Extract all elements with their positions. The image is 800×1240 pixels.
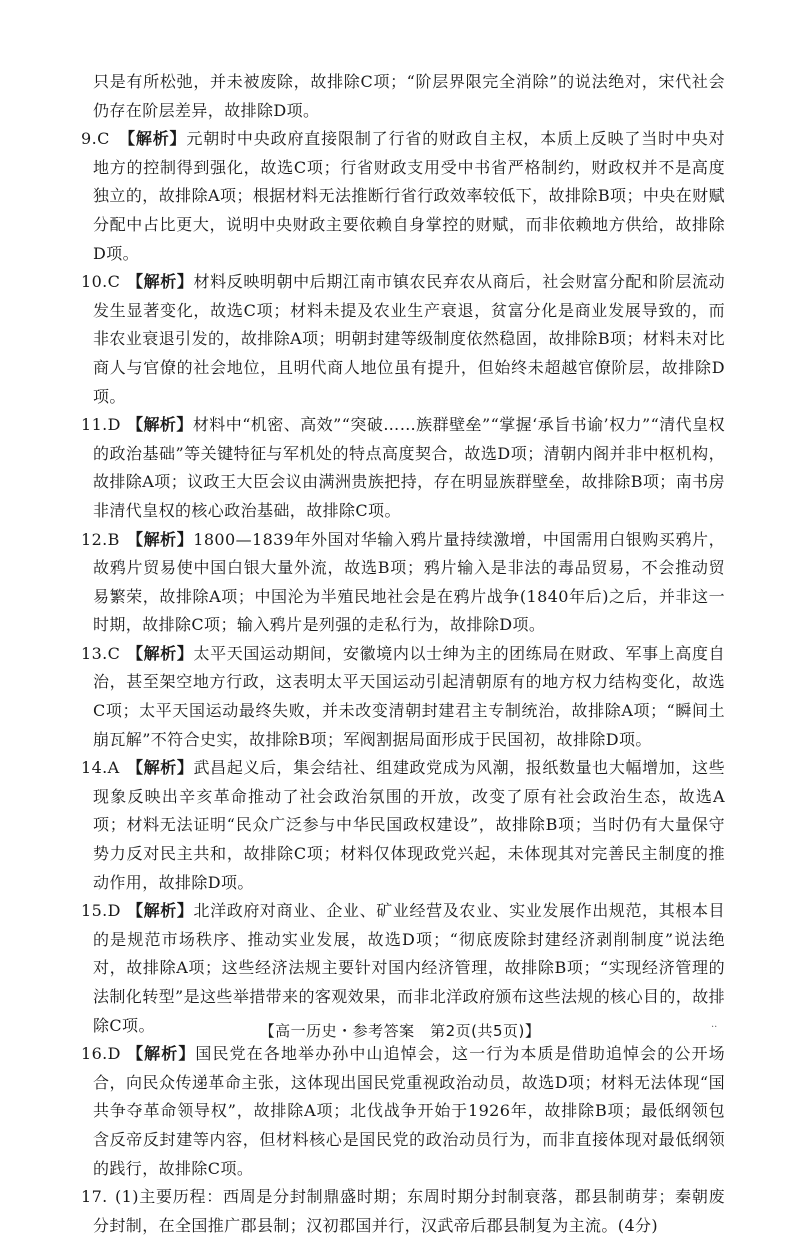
corner-mark: ··	[711, 1022, 718, 1033]
item-text: 北洋政府对商业、企业、矿业经营及农业、实业发展作出规范，其根本目的是规范市场秩序、推动实业发展，故选D项；“彻底废除封建经济剥削制度”说法绝对，故排除A项；这些经济法规主要针对国内经济管理，故排除B项；“实现经济管理的法制化转型”是这些举措带来的客观效果，而非北洋政府颁布这些法规的核心目的，故排除C项。	[93, 901, 725, 1035]
item-number: 15.D	[81, 901, 121, 921]
item-number: 10.C	[81, 272, 121, 292]
item-number: 12.B	[81, 529, 120, 549]
answer-item-17	[81, 1183, 725, 1240]
item-text: 材料中“机密、高效”“突破……族群壁垒”“掌握‘承旨书谕’权力”“清代皇权的政治基础”等关键特征与军机处的特点高度契合，故选D项；清朝内阁并非中枢机构，故排除A项；议政王大臣会议由满洲贵族把持，存在明显族群壁垒，故排除B项；南书房非清代皇权的核心政治基础，故排除C项。	[93, 415, 725, 520]
item-text: (1)主要历程：西周是分封制鼎盛时期；东周时期分封制衰落，郡县制萌芽；秦朝废分封制，在全国推广郡县制；汉初郡国并行，汉武帝后郡县制复为主流。(4分)	[93, 1187, 725, 1235]
analysis-tag: 【解析】	[127, 901, 194, 921]
analysis-tag: 【解析】	[127, 415, 193, 435]
item-text: 国民党在各地举办孙中山追悼会，这一行为本质是借助追悼会的公开场合，向民众传递革命主张，这体现出国民党重视政治动员，故选D项；材料无法体现“国共争夺革命领导权”，故排除A项；北伐战争开始于1926年，故排除B项；最低纲领包含反帝反封建等内容，但材料核心是国民党的政治动员行为，而非直接体现对最低纲领的践行，故排除C项。	[93, 1044, 725, 1178]
item-number: 13.C	[81, 643, 121, 663]
item-text: 太平天国运动期间，安徽境内以士绅为主的团练局在财政、军事上高度自治，甚至架空地方行政，这表明太平天国运动引起清朝原有的地方权力结构变化，故选C项；太平天国运动最终失败，并未改变清朝封建君主专制统治，故排除A项；“瞬间土崩瓦解”不符合史实，故排除B项；军阀割据局面形成于民国初，故排除D项。	[93, 643, 725, 749]
item-text: 元朝时中央政府直接限制了行省的财政自主权，本质上反映了当时中央对地方的控制得到强化，故选C项；行省财政支用受中书省严格制约，财政权并不是高度独立的，故排除A项；根据材料无法推断行省行政效率较低下，故排除B项；中央在财赋分配中占比更大，说明中央财政主要依赖自身掌控的财赋，而非依赖地方供给，故排除D项。	[93, 129, 725, 263]
analysis-tag: 【解析】	[127, 758, 194, 778]
answer-item-16	[81, 1040, 725, 1183]
item-number: 9.C	[81, 129, 110, 149]
analysis-tag: 【解析】	[127, 529, 194, 549]
analysis-tag: 【解析】	[127, 643, 194, 663]
answer-item-15	[81, 897, 725, 1040]
answer-item-13	[81, 640, 725, 754]
item-text: 武昌起义后，集会结社、组建政党成为风潮，报纸数量也大幅增加，这些现象反映出辛亥革命推动了社会政治氛围的开放，改变了原有社会政治生态，故选A项；材料无法证明“民众广泛参与中华民国政权建设”，故排除B项；当时仍有大量保守势力反对民主共和，故排除C项；材料仅体现政党兴起，未体现其对完善民主制度的推动作用，故排除D项。	[93, 758, 725, 892]
item-text: 材料反映明朝中后期江南市镇农民弃农从商后，社会财富分配和阶层流动发生显著变化，故选C项；材料未提及农业生产衰退，贫富分化是商业发展导致的，而非农业衰退引发的，故排除A项；明朝封建等级制度依然稳固，故排除B项；材料未对比商人与官僚的社会地位，且明代商人地位虽有提升，但始终未超越官僚阶层，故排除D项。	[93, 272, 725, 406]
answer-item-9	[81, 125, 725, 268]
lead-paragraph: 只是有所松弛，并未被废除，故排除C项；“阶层界限完全消除”的说法绝对，宋代社会仍存在阶层差异，故排除D项。	[93, 72, 725, 120]
item-text: 1800—1839年外国对华输入鸦片量持续激增，中国需用白银购买鸦片，故鸦片贸易使中国白银大量外流，故选B项；鸦片输入是非法的毒品贸易，不会推动贸易繁荣，故排除A项；中国沦为半殖民地社会是在鸦片战争(1840年后)之后，并非这一时期，故排除C项；输入鸦片是列强的走私行为，故排除D项。	[93, 529, 725, 635]
answer-item-12	[81, 526, 725, 640]
page-footer: 【高一历史・参考答案 第2页(共5页)】	[259, 1022, 541, 1040]
item-number: 14.A	[81, 758, 120, 778]
answer-item-14	[81, 754, 725, 897]
item-number: 11.D	[81, 415, 121, 435]
answer-item-10	[81, 268, 725, 411]
analysis-tag: 【解析】	[119, 129, 187, 149]
answer-page	[81, 68, 725, 1240]
answer-item-11	[81, 411, 725, 525]
item-number: 16.D	[81, 1044, 121, 1064]
analysis-tag: 【解析】	[127, 272, 194, 292]
item-number: 17.	[81, 1187, 108, 1207]
analysis-tag: 【解析】	[127, 1044, 196, 1064]
